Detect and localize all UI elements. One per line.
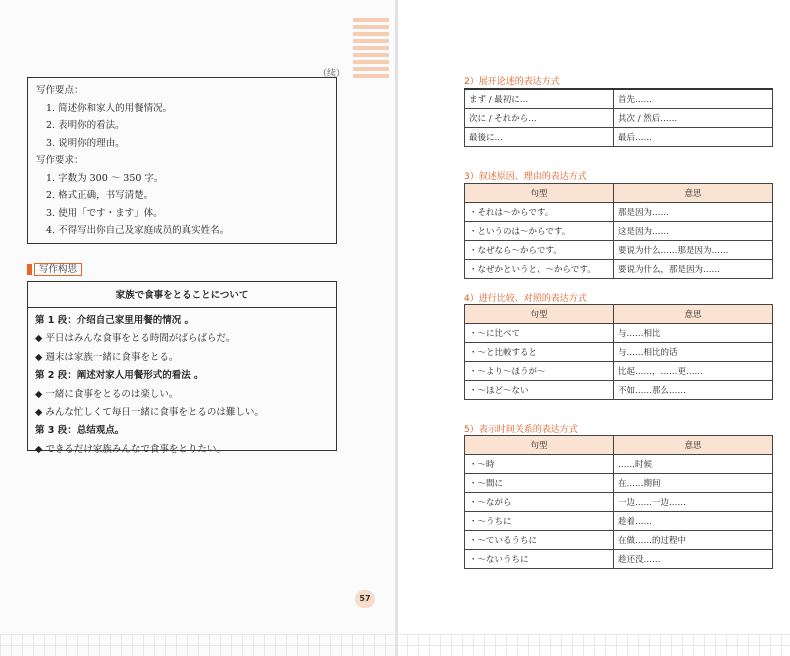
- meaning-cell: 最后……: [614, 127, 773, 146]
- table-row: [465, 89, 773, 108]
- expression-table: [464, 304, 773, 400]
- plan-title: 家族で食事をとることについて: [28, 282, 336, 308]
- plan-bullet-item: ◆ 一緒に食事をとるのは楽しい。: [35, 388, 179, 400]
- meaning-cell: 与……相比的话: [614, 343, 773, 362]
- pattern-cell: ・～ているうちに: [465, 531, 614, 550]
- meaning-cell: 要说为什么……那是因为……: [614, 241, 773, 260]
- header-pattern: 句型: [465, 436, 614, 455]
- table-header-row: [465, 184, 773, 203]
- plan-tag: [27, 263, 82, 276]
- header-pattern: 句型: [465, 305, 614, 324]
- table-row: [465, 474, 773, 493]
- table-row: [465, 241, 773, 260]
- decorative-grid: [0, 634, 790, 656]
- table-row: [465, 203, 773, 222]
- meaning-cell: 在……期间: [614, 474, 773, 493]
- expression-table: [464, 435, 773, 569]
- pattern-cell: ・～間に: [465, 474, 614, 493]
- table-row: [465, 324, 773, 343]
- table-row: [465, 260, 773, 279]
- point-item: 1. 简述你和家人的用餐情况。: [46, 102, 173, 114]
- meaning-cell: 趁着……: [614, 512, 773, 531]
- meaning-cell: 趁还没……: [614, 550, 773, 569]
- pattern-cell: ・～時: [465, 455, 614, 474]
- meaning-cell: 与……相比: [614, 324, 773, 343]
- pattern-cell: ・～より～ほうが～: [465, 362, 614, 381]
- point-item: 2. 表明你的看法。: [46, 120, 125, 131]
- pattern-cell: ・なぜかというと、～からです。: [465, 260, 614, 279]
- plan-paragraph-heading: 第 2 段：阐述对家人用餐形式的看法 。: [35, 370, 204, 382]
- pattern-cell: ・なぜなら～からです。: [465, 241, 614, 260]
- point-item: 3. 说明你的理由。: [46, 137, 125, 149]
- table-row: [465, 455, 773, 474]
- pattern-cell: 次に / それから…: [465, 108, 614, 127]
- table-row: [465, 550, 773, 569]
- expression-table: [464, 183, 773, 279]
- writing-plan-box: [27, 281, 337, 455]
- section-heading: 3）叙述原因、理由的表达方式: [464, 172, 587, 182]
- rule-item: 2. 格式正确，书写清楚。: [46, 190, 154, 201]
- plan-paragraph-heading: 第 1 段：介绍自己家里用餐的情况 。: [35, 315, 195, 326]
- pattern-cell: ・それは～からです。: [465, 203, 614, 222]
- writing-requirements-box: [27, 77, 337, 244]
- rule-item: 3. 使用「です・ます」体。: [46, 207, 163, 219]
- pattern-cell: ・～ないうちに: [465, 550, 614, 569]
- header-meaning: 意思: [614, 184, 773, 203]
- header-pattern: 句型: [465, 184, 614, 203]
- expression-table: [464, 88, 773, 147]
- plan-bullet-item: ◆ 週末は家族一緒に食事をとる。: [35, 351, 179, 363]
- meaning-cell: 首先……: [614, 89, 773, 108]
- meaning-cell: 不如……那么……: [614, 381, 773, 400]
- table-row: [465, 362, 773, 381]
- rule-item: 1. 字数为 300 ～ 350 字。: [46, 172, 164, 184]
- page-number: 57: [355, 590, 375, 608]
- table-row: [465, 512, 773, 531]
- header-meaning: 意思: [614, 436, 773, 455]
- plan-bullet-item: ◆ できるだけ家族みんなで食事をとりたい。: [35, 443, 226, 455]
- pattern-cell: ・～に比べて: [465, 324, 614, 343]
- meaning-cell: 在做……的过程中: [614, 531, 773, 550]
- pattern-cell: ・～ながら: [465, 493, 614, 512]
- table-header-row: [465, 436, 773, 455]
- decorative-stripes: [353, 18, 389, 78]
- plan-lines: [28, 308, 336, 463]
- pattern-cell: 最後に…: [465, 127, 614, 146]
- rule-item: 4. 不得写出你自己及家庭成员的真实姓名。: [46, 225, 230, 236]
- pattern-cell: ・～ほど～ない: [465, 381, 614, 400]
- header-meaning: 意思: [614, 305, 773, 324]
- section-heading: 2）展开论述的表达方式: [464, 77, 560, 87]
- meaning-cell: 要说为什么，那是因为……: [614, 260, 773, 279]
- rules-title: 写作要求：: [36, 155, 84, 166]
- meaning-cell: 那是因为……: [614, 203, 773, 222]
- meaning-cell: 比起……，……更……: [614, 362, 773, 381]
- table-row: [465, 381, 773, 400]
- table-header-row: [465, 305, 773, 324]
- points-title: 写作要点：: [36, 85, 84, 96]
- plan-bullet-item: ◆ 平日はみんな食事をとる時間がばらばらだ。: [35, 333, 236, 345]
- plan-bullet-item: ◆ みんな忙しくて毎日一緒に食事をとるのは難しい。: [35, 407, 264, 419]
- table-row: [465, 493, 773, 512]
- table-row: [465, 108, 773, 127]
- plan-tag-label: 写作构思: [34, 263, 82, 276]
- meaning-cell: 这是因为……: [614, 222, 773, 241]
- table-row: [465, 222, 773, 241]
- section-heading: 4）进行比较、对照的表达方式: [464, 294, 587, 304]
- meaning-cell: ……时候: [614, 455, 773, 474]
- pattern-cell: ・というのは～からです。: [465, 222, 614, 241]
- table-row: [465, 531, 773, 550]
- table-row: [465, 343, 773, 362]
- pattern-cell: まず / 最初に…: [465, 89, 614, 108]
- section-heading: 5）表示时间关系的表达方式: [464, 425, 578, 435]
- continued-label: （续）: [318, 69, 346, 79]
- tag-marker: [27, 264, 32, 275]
- table-row: [465, 127, 773, 146]
- pattern-cell: ・～と比較すると: [465, 343, 614, 362]
- pattern-cell: ・～うちに: [465, 512, 614, 531]
- meaning-cell: 其次 / 然后……: [614, 108, 773, 127]
- meaning-cell: 一边……一边……: [614, 493, 773, 512]
- plan-paragraph-heading: 第 3 段：总结观点。: [35, 425, 125, 437]
